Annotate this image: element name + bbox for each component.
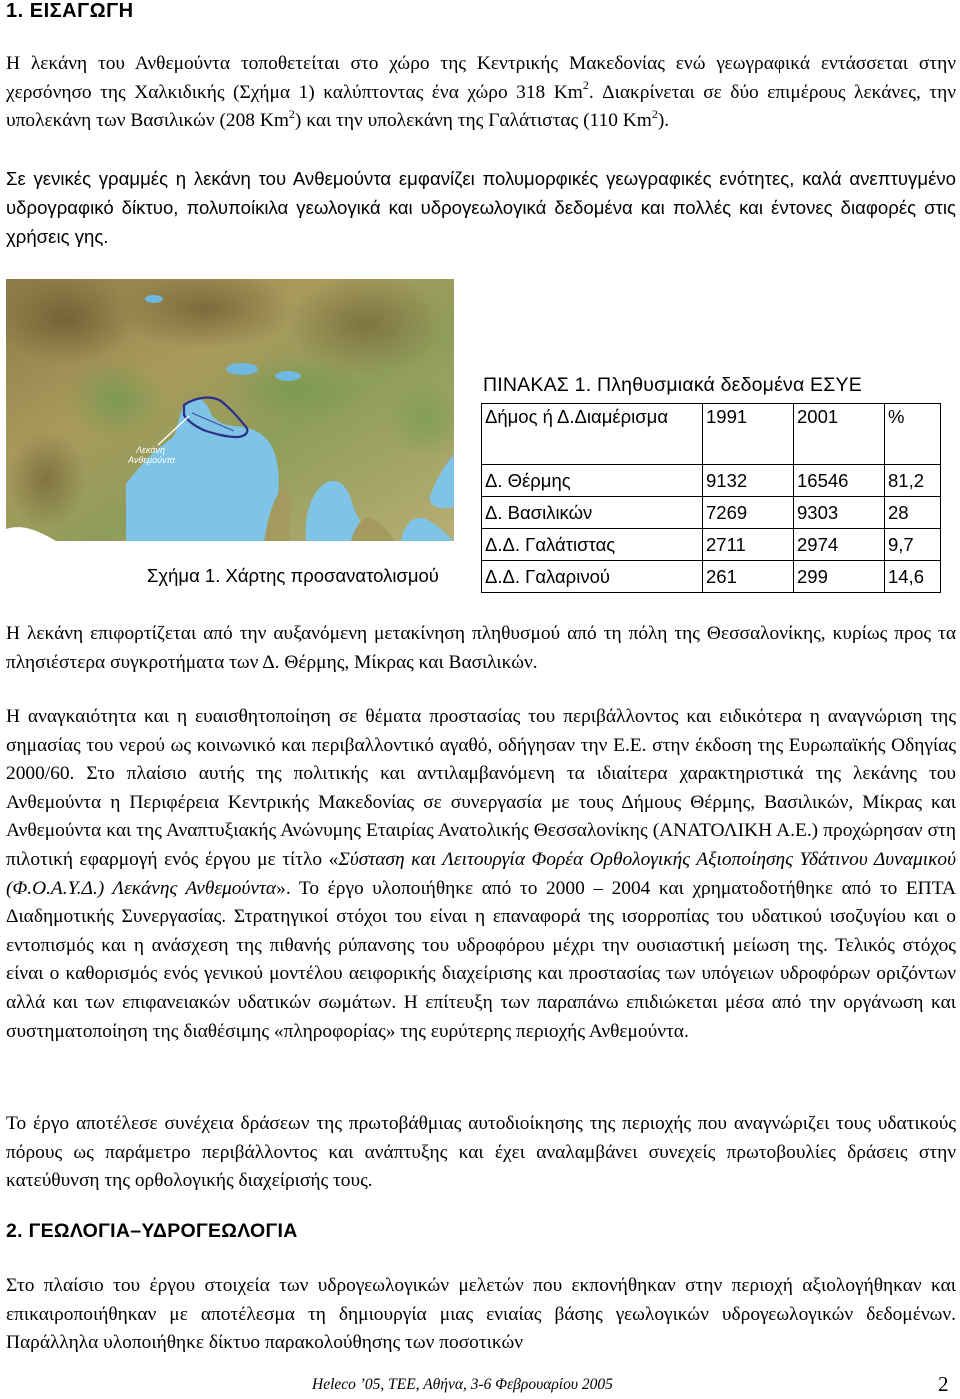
cell-percent: 28 xyxy=(885,497,941,529)
cell-percent: 9,7 xyxy=(885,529,941,561)
table-title: ΠΙΝΑΚΑΣ 1. Πληθυσμιακά δεδομένα ΕΣΥΕ xyxy=(483,374,862,396)
section-1-heading: 1. ΕΙΣΑΓΩΓΗ xyxy=(6,0,134,22)
orientation-map xyxy=(6,279,454,541)
population-table xyxy=(481,403,941,593)
map-label-line1: Λεκάνη xyxy=(136,445,165,455)
cell-2001: 299 xyxy=(794,561,885,593)
overview-paragraph: Σε γενικές γραμμές η λεκάνη του Ανθεμούντα εμφανίζει πολυμορφικές γεωγραφικές ενότητες, καλά ανεπτυγμένο υδρογραφικό δίκτυο, πολυποίκιλα γεωλογικά και υδρογεωλογικά δεδομένα και πολλές και έντονες διαφορές στις χρήσεις γης. xyxy=(6,168,956,247)
table-header-row xyxy=(482,404,941,465)
cell-percent: 81,2 xyxy=(885,465,941,497)
lake xyxy=(226,363,258,375)
cell-1991: 9132 xyxy=(703,465,794,497)
section-2-heading: 2. ΓΕΩΛΟΓΙΑ–ΥΔΡΟΓΕΩΛΟΓΙΑ xyxy=(6,1220,298,1242)
cell-percent: 14,6 xyxy=(885,561,941,593)
cell-1991: 7269 xyxy=(703,497,794,529)
map-label-line2: Ανθεμούντα xyxy=(128,455,175,465)
page-number: 2 xyxy=(938,1372,949,1396)
header-2001: 2001 xyxy=(794,404,885,465)
cell-1991: 2711 xyxy=(703,529,794,561)
cell-municipality: Δ.Δ. Γαλάτιστας xyxy=(482,529,703,561)
cell-municipality: Δ. Βασιλικών xyxy=(482,497,703,529)
page-footer: Heleco ’05, ΤΕΕ, Αθήνα, 3-6 Φεβρουαρίου 2005 xyxy=(312,1376,613,1393)
cell-2001: 16546 xyxy=(794,465,885,497)
intro-paragraph: Η λεκάνη του Ανθεμούντα τοποθετείται στο χώρο της Κεντρικής Μακεδονίας ενώ γεωγραφικά εντάσσεται στην χερσόνησο της Χαλκιδικής (Σχήμα 1) καλύπτοντας ένα χώρο 318 Km$^2$. Διακρίνεται σε δύο επιμέρους λεκάνες, την υπολεκάνη των Βασιλικών (208 Km$^2$) και την υπολεκάνη της Γαλάτιστας (110 Km$^2$). xyxy=(6,53,956,132)
cell-municipality: Δ.Δ. Γαλαρινού xyxy=(482,561,703,593)
header-percent: % xyxy=(885,404,941,465)
cell-1991: 261 xyxy=(703,561,794,593)
cell-2001: 9303 xyxy=(794,497,885,529)
table-row xyxy=(482,529,941,561)
header-municipality: Δήμος ή Δ.Διαμέρισμα xyxy=(482,404,703,465)
cell-municipality: Δ. Θέρμης xyxy=(482,465,703,497)
table-row xyxy=(482,561,941,593)
geology-paragraph: Στο πλαίσιο του έργου στοιχεία των υδρογεωλογικών μελετών που εκπονήθηκαν στην περιοχή αξιολογήθηκαν και επικαιροποιήθηκαν με αποτέλεσμα τη δημιουργία μιας ενιαίας βάσης γεωλογικών υδρογεωλογικών δεδομένων. Παράλληλα υλοποιήθηκε δίκτυο παρακολούθησης των ποσοτικών xyxy=(6,1275,956,1354)
table-row xyxy=(482,497,941,529)
continuation-paragraph: Το έργο αποτέλεσε συνέχεια δράσεων της πρωτοβάθμιας αυτοδιοίκησης της περιοχής που αναγνώριζει τους υδατικούς πόρους ως παράμετρο περιβάλλοντος και ανάπτυξης και έχει αναλαμβάνει συνεχείς πρωτοβουλίες δράσεις στην κατεύθυνση της ορθολογικής διαχείρισής τους. xyxy=(6,1113,956,1192)
population-paragraph: Η λεκάνη επιφορτίζεται από την αυξανόμενη μετακίνηση πληθυσμού από τη πόλη της Θεσσαλονίκης, κυρίως προς τα πλησιέστερα συγκροτήματα των Δ. Θέρμης, Μίκρας και Βασιλικών. xyxy=(6,623,956,673)
table-row xyxy=(482,465,941,497)
header-1991: 1991 xyxy=(703,404,794,465)
figure-caption: Σχήμα 1. Χάρτης προσανατολισμού xyxy=(147,565,439,586)
project-paragraph: Η αναγκαιότητα και η ευαισθητοποίηση σε θέματα προστασίας του περιβάλλοντος και ειδικότερα η αναγνώριση της σημασίας του νερού ως κοινωνικό και περιβαλλοντικό αγαθό, οδήγησαν την Ε.Ε. στην έκδοση της Ευρωπαϊκής Οδηγίας 2000/60. Στο πλαίσιο αυτής της πολιτικής και αντιλαμβανόμενη τα ιδιαίτερα χαρακτηριστικά της λεκάνης του Ανθεμούντα η Περιφέρεια Κεντρικής Μακεδονίας σε συνεργασία με τους Δήμους Θέρμης, Βασιλικών, Μίκρας και Ανθεμούντα και της Αναπτυξιακής Ανώνυμης Εταιρίας Ανατολικής Θεσσαλονίκης (ΑΝΑΤΟΛΙΚΗ Α.Ε.) προχώρησαν στη πιλοτική εφαρμογή ενός έργου με τίτλο «Σύσταση και Λειτουργία Φορέα Ορθολογικής Αξιοποίησης Υδάτινου Δυναμικού (Φ.Ο.Α.Υ.Δ.) Λεκάνης Ανθεμούντα». Το έργο υλοποιήθηκε από το 2000 – 2004 και χρηματοδοτήθηκε από το ΕΠΤΑ Διαδημοτικής Συνεργασίας. Στρατηγικοί στόχοι του είναι η επαναφορά της ισορροπίας του υδατικού ισοζυγίου και ο εντοπισμός και η ανάσχεση της πιθανής ρύπανσης του υδροφόρου μέχρι την ουσιαστική μείωση της. Τελικός στόχος είναι ο καθορισμός ενός γενικού μοντέλου αειφορικής διαχείρισης και προστασίας των υπόγειων υδροφόρων οριζόντων αλλά και των επιφανειακών υδατικών σωμάτων. Η επίτευξη των παραπάνω επιδιώκεται μέσα από την οργάνωση και συστηματοποίηση της διαθέσιμης «πληροφορίας» της ευρύτερης περιοχής Ανθεμούντα. xyxy=(6,706,956,1042)
cell-2001: 2974 xyxy=(794,529,885,561)
